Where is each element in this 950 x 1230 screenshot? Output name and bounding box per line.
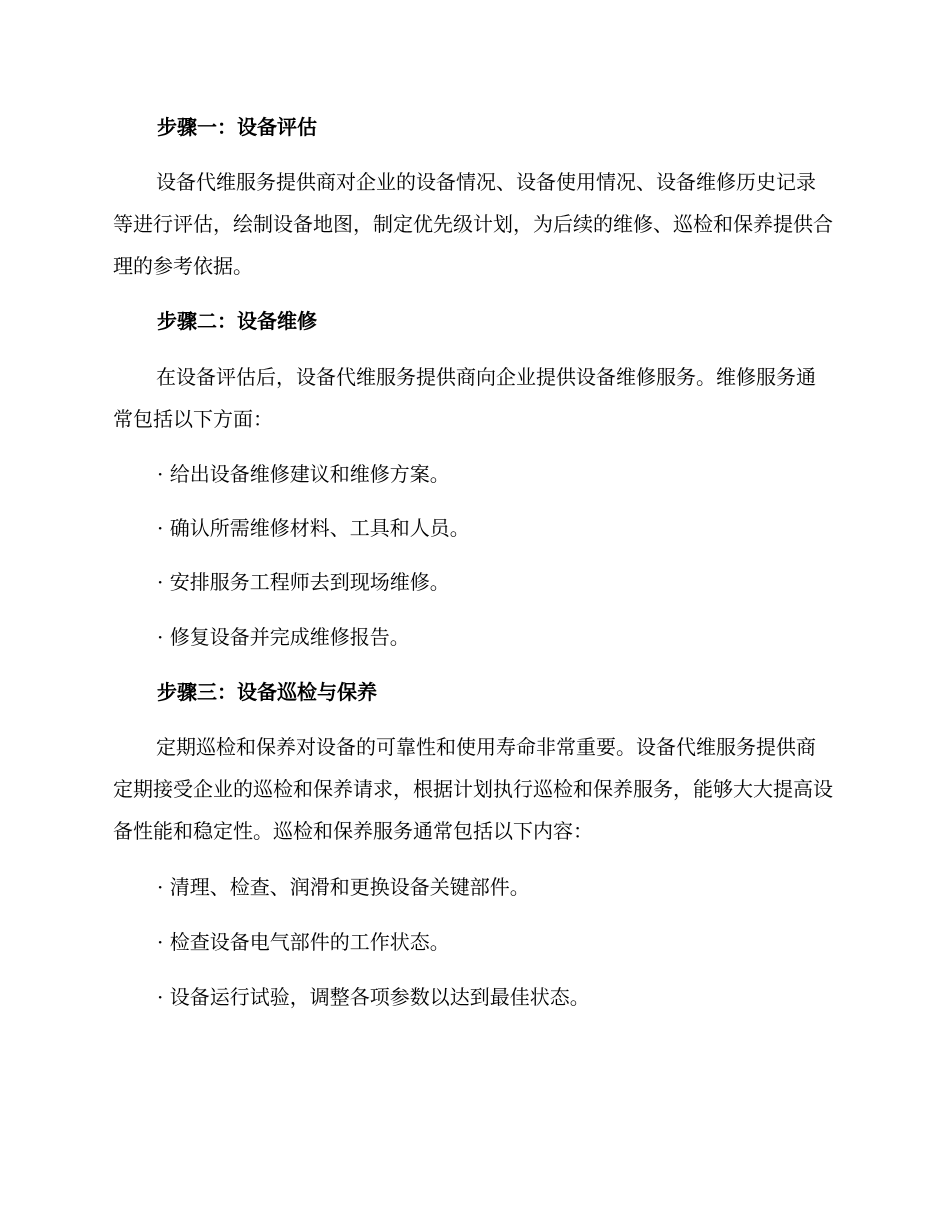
section-2-bullet-1: · 给出设备维修建议和维修方案。	[157, 462, 450, 486]
section-2-heading: 步骤二：设备维修	[157, 309, 317, 333]
section-2-paragraph: 在设备评估后，设备代维服务提供商向企业提供设备维修服务。维修服务通常包括以下方面：	[113, 365, 816, 431]
section-3-bullet-3: · 设备运行试验，调整各项参数以达到最佳状态。	[157, 985, 590, 1009]
section-3-bullet-2: · 检查设备电气部件的工作状态。	[157, 930, 450, 954]
section-3-paragraph: 定期巡检和保养对设备的可靠性和使用寿命非常重要。设备代维服务提供商定期接受企业的巡检和保养请求，根据计划执行巡检和保养服务，能够大大提高设备性能和稳定性。巡检和保养服务通常包括以下内容：	[113, 735, 833, 843]
section-3-bullet-1: · 清理、检查、润滑和更换设备关键部件。	[157, 875, 530, 899]
section-1-heading: 步骤一：设备评估	[157, 115, 317, 139]
section-1-paragraph: 设备代维服务提供商对企业的设备情况、设备使用情况、设备维修历史记录等进行评估，绘制设备地图，制定优先级计划，为后续的维修、巡检和保养提供合理的参考依据。	[113, 170, 833, 278]
section-3-heading: 步骤三：设备巡检与保养	[157, 680, 377, 704]
section-2-bullet-2: · 确认所需维修材料、工具和人员。	[157, 516, 470, 540]
section-2-bullet-4: · 修复设备并完成维修报告。	[157, 625, 410, 649]
section-2-bullet-3: · 安排服务工程师去到现场维修。	[157, 570, 450, 594]
